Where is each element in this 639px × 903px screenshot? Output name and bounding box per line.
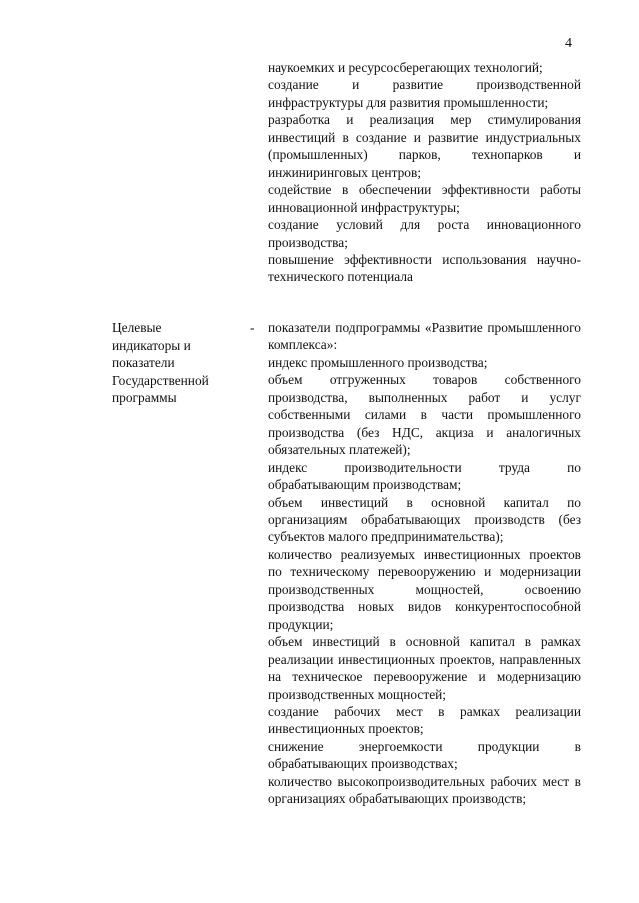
section-dash: -: [250, 320, 255, 335]
section-label-line: индикаторы и: [112, 337, 191, 353]
section-label-line: Государственной: [112, 372, 209, 388]
target-item: количество высокопроизводительных рабочих мест в организациях обрабатывающих производств;: [268, 773, 581, 807]
section-label: [112, 319, 236, 407]
goal-item: создание условий для роста инновационного производства;: [268, 217, 581, 250]
target-item: индекс производительности труда по обрабатывающим производствам;: [268, 459, 581, 493]
target-item: объем инвестиций в основной капитал по организациям обрабатывающих производств (без субъектов малого предпринимательства);: [268, 494, 581, 545]
goal-item: разработка и реализация мер стимулирования инвестиций в создание и развитие индустриальных (промышленных) парков, технопарков и инжиниринговых центров;: [268, 112, 581, 180]
section-label-line: Целевые: [112, 320, 162, 335]
section-label-line: программы: [112, 390, 177, 405]
target-item: снижение энергоемкости продукции в обрабатывающих производствах;: [268, 738, 581, 772]
goal-item: содействие в обеспечении эффективности работы инновационной инфраструктуры;: [268, 182, 581, 215]
target-item: показатели подпрограммы «Развитие промышленного комплекса»:: [268, 320, 581, 353]
goal-item: наукоемких и ресурсосберегающих технологий;: [268, 60, 543, 75]
target-item: индекс промышленного производства;: [268, 354, 488, 370]
target-item: объем инвестиций в основной капитал в рамках реализации инвестиционных проектов, направленных на техническое перевооружение и модернизацию производственных мощностей;: [268, 634, 581, 702]
section-label-line: показатели: [112, 355, 175, 370]
target-item: объем отгруженных товаров собственного производства, выполненных работ и услуг собственными силами в части промышленного производства (без НДС, акциза и аналогичных обязательных платежей);: [268, 372, 581, 458]
page-number: 4: [565, 36, 572, 51]
goal-item: создание и развитие производственной инфраструктуры для развития промышленности;: [268, 77, 581, 110]
target-item: количество реализуемых инвестиционных проектов по техническому перевооружению и модернизации производственных мощностей, освоению производства новых видов конкурентоспособной продукции;: [268, 546, 581, 632]
targets-list: [268, 319, 581, 808]
goal-item: повышение эффективности использования научно-технического потенциала: [268, 251, 581, 285]
goals-continuation: [268, 59, 581, 286]
target-item: создание рабочих мест в рамках реализации инвестиционных проектов;: [268, 703, 581, 737]
